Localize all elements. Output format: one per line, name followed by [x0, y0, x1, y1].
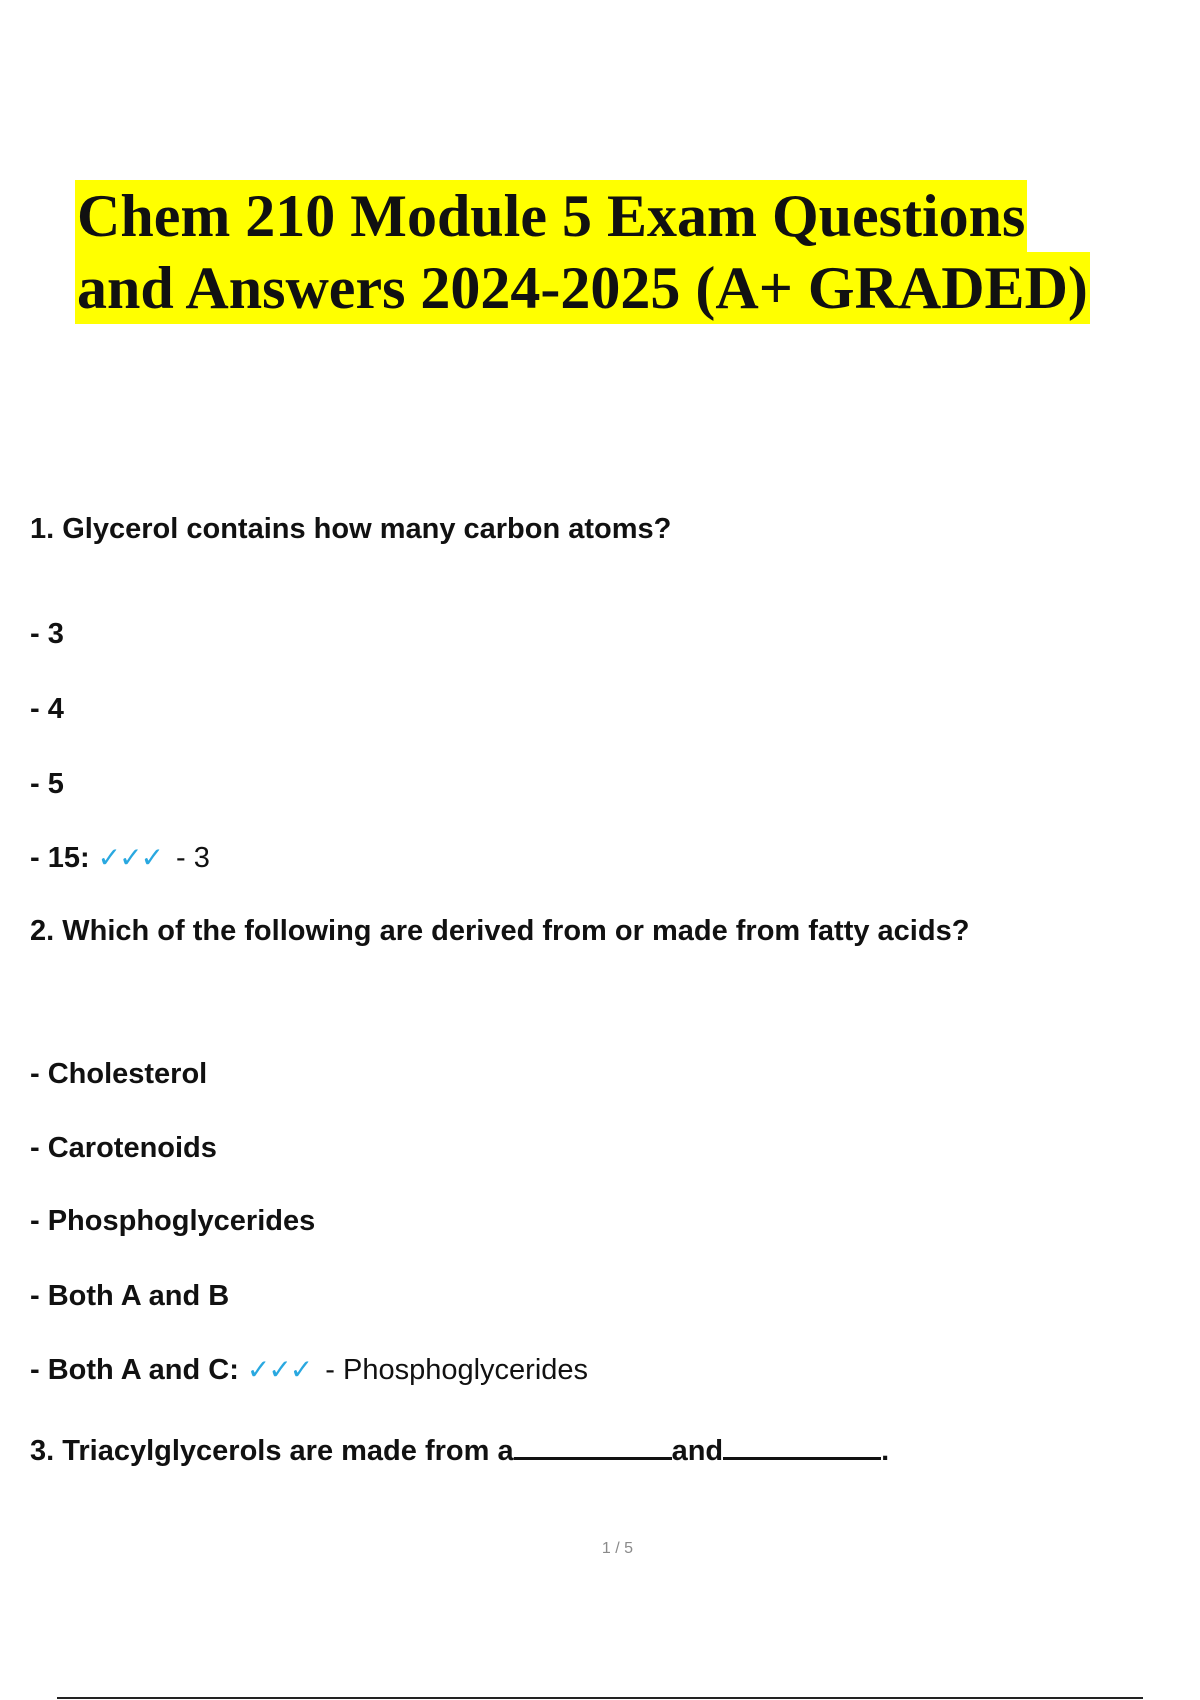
page-divider — [57, 1697, 1143, 1699]
question-1-option-d-label: - 15: — [30, 842, 90, 874]
document-title — [75, 180, 1185, 324]
question-1-answer: - 3 — [176, 842, 210, 874]
question-3-text-part1: 3. Triacylglycerols are made from a — [30, 1435, 514, 1467]
title-line-1: Chem 210 Module 5 Exam Questions — [75, 180, 1027, 252]
question-2-option-a: - Cholesterol — [30, 1058, 208, 1090]
question-2-answer: - Phosphoglycerides — [325, 1354, 589, 1386]
question-1-option-c: - 5 — [30, 768, 64, 800]
question-2-option-d: - Both A and B — [30, 1280, 230, 1312]
question-1-option-a: - 3 — [30, 618, 64, 650]
question-1-text: 1. Glycerol contains how many carbon atoms? — [30, 513, 672, 545]
question-3-text — [30, 1427, 889, 1469]
checkmarks-icon: ✓✓✓ — [246, 1353, 312, 1386]
question-1-option-d — [30, 840, 210, 876]
question-3-text-part3: . — [881, 1435, 890, 1467]
answer-blank-2 — [723, 1427, 881, 1460]
checkmarks-icon: ✓✓✓ — [97, 841, 163, 874]
title-line-2: and Answers 2024-2025 (A+ GRADED) — [75, 252, 1090, 324]
page-number: 1 / 5 — [601, 1540, 634, 1557]
question-3-text-part2: and — [671, 1435, 724, 1467]
question-2-option-b: - Carotenoids — [30, 1132, 217, 1164]
question-2-option-c: - Phosphoglycerides — [30, 1205, 316, 1237]
question-2-text: 2. Which of the following are derived from or made from fatty acids? — [30, 915, 970, 947]
question-1-option-b: - 4 — [30, 693, 64, 725]
question-2-option-e — [30, 1352, 588, 1388]
answer-blank-1 — [514, 1427, 672, 1460]
question-2-option-e-label: - Both A and C: — [30, 1354, 239, 1386]
